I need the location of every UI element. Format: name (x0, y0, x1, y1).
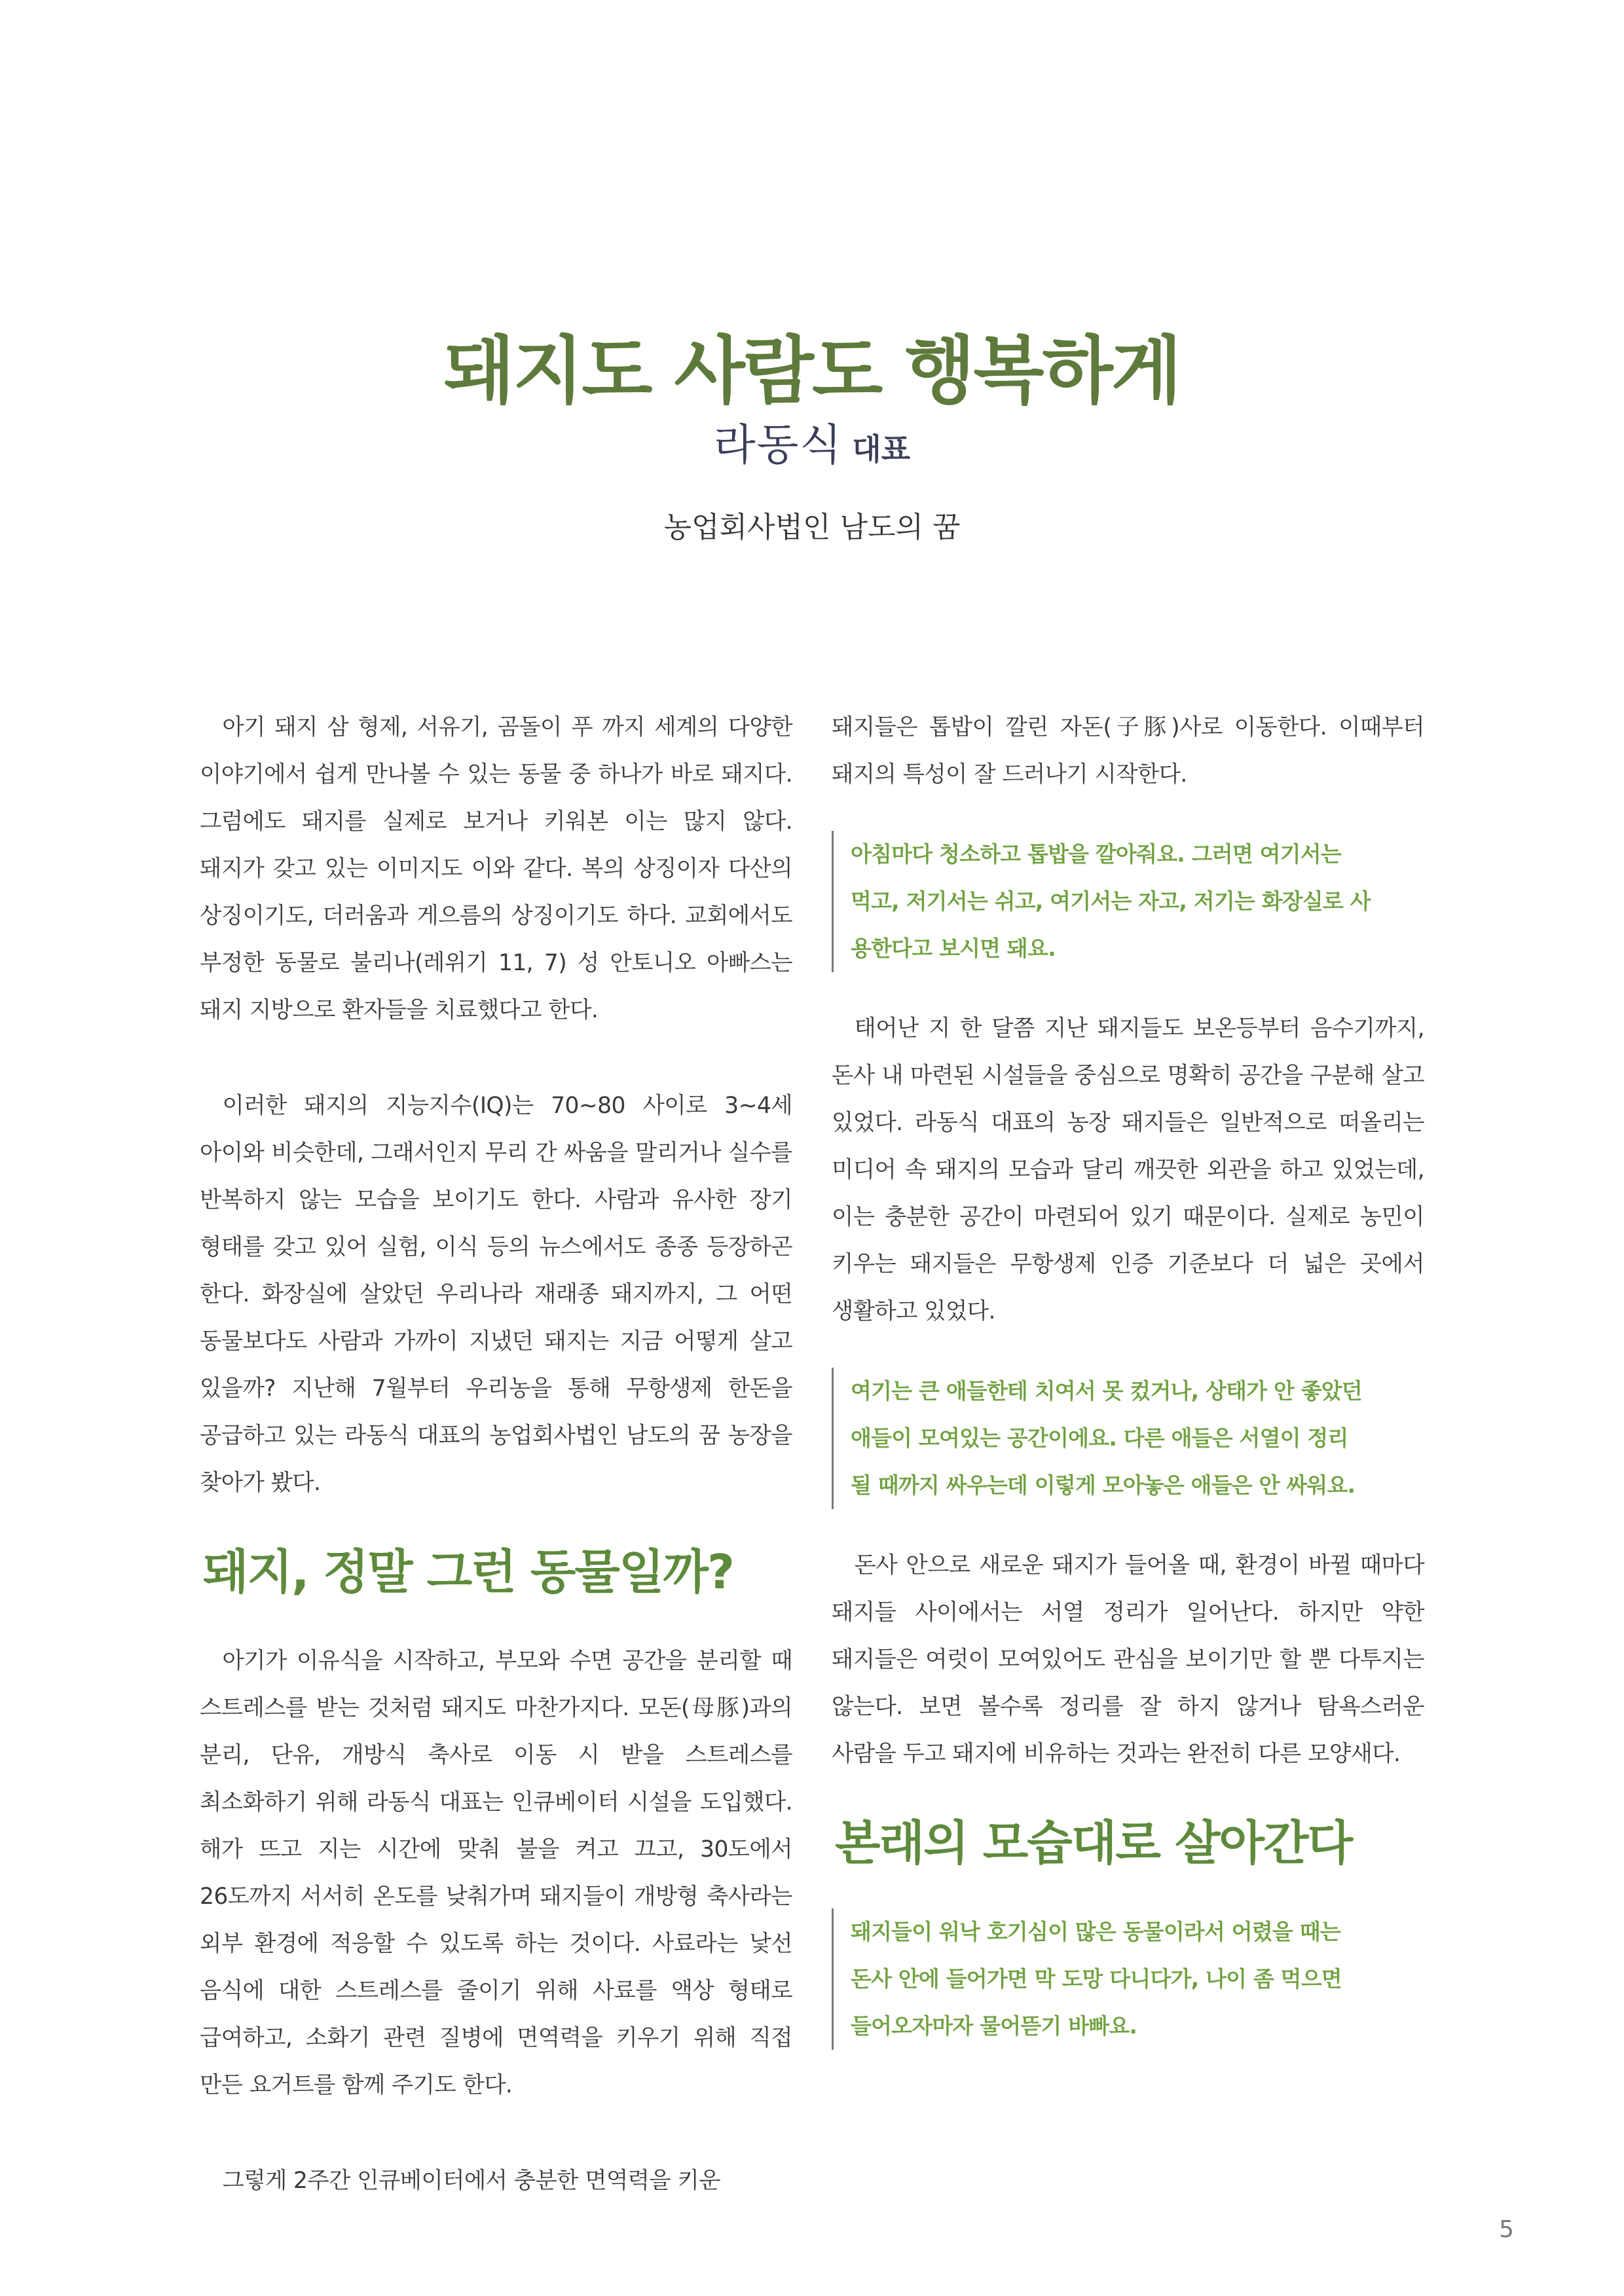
quote-line: 먹고, 저기서는 쉬고, 여기서는 자고, 저기는 화장실로 사 (851, 888, 1371, 914)
right-column (832, 704, 1424, 2050)
quote-line: 여기는 큰 애들한테 치여서 못 컸거나, 상태가 안 좋았던 (851, 1378, 1362, 1404)
pull-quote (832, 1908, 1424, 2050)
author-role: 대표 (852, 431, 911, 467)
pull-quote (832, 831, 1424, 972)
organization-name: 농업회사법인 남도의 꿈 (663, 511, 961, 544)
author-name: 라동식 (713, 420, 843, 470)
body-paragraph: 아기가 이유식을 시작하고, 부모와 수면 공간을 분리할 때 스트레스를 받는 것처럼 돼지도 마찬가지다. 모돈(母豚)과의 분리, 단유, 개방식 축사로 이동 시 받을 스트레스를 최소화하기 위해 라동식 대표는 인큐베이터 시설을 도입했다. 해가 뜨고 지는 시간에 맞춰 불을 켜고 끄고, 30도에서 26도까지 서서히 온도를 낮춰가며 돼지들이 개방형 축사라는 외부 환경에 적응할 수 있도록 하는 것이다. 사료라는 낯선 음식에 대한 스트레스를 줄이기 위해 사료를 액상 형태로 급여하고, 소화기 관련 질병에 면역력을 키우기 위해 직접 만든 요거트를 함께 주기도 한다. (200, 1648, 792, 2098)
pull-quote (832, 1368, 1424, 1509)
body-paragraph: 태어난 지 한 달쯤 지난 돼지들도 보온등부터 음수기까지, 돈사 내 마련된 시설들을 중심으로 명확히 공간을 구분해 살고 있었다. 라동식 대표의 농장 돼지들은 일반적으로 떠올리는 미디어 속 돼지의 모습과 달리 깨끗한 외관을 하고 있었는데, 이는 충분한 공간이 마련되어 있기 때문이다. 실제로 농민이 키우는 돼지들은 무항생제 인증 기준보다 더 넓은 곳에서 생활하고 있었다. (832, 1015, 1424, 1324)
left-column (200, 704, 792, 2204)
body-paragraph: 이러한 돼지의 지능지수(IQ)는 70~80 사이로 3~4세 아이와 비슷한데, 그래서인지 무리 간 싸움을 말리거나 실수를 반복하지 않는 모습을 보이기도 한다. 사람과 유사한 장기 형태를 갖고 있어 실험, 이식 등의 뉴스에서도 종종 등장하곤 한다. 화장실에 살았던 우리나라 재래종 돼지까지, 그 어떤 동물보다도 사람과 가까이 지냈던 돼지는 지금 어떻게 살고 있을까? 지난해 7월부터 우리농을 통해 무항생제 한돈을 공급하고 있는 라동식 대표의 농업회사법인 남도의 꿈 농장을 찾아가 봤다. (200, 1093, 792, 1496)
byline (0, 419, 1624, 471)
article-title: 돼지도 사람도 행복하게 (444, 329, 1180, 414)
quote-line: 될 때까지 싸우는데 이렇게 모아놓은 애들은 안 싸워요. (851, 1472, 1356, 1498)
section-heading: 본래의 모습대로 살아간다 (835, 1815, 1352, 1870)
body-paragraph: 아기 돼지 삼 형제, 서유기, 곰돌이 푸 까지 세계의 다양한 이야기에서 쉽게 만나볼 수 있는 동물 중 하나가 바로 돼지다. 그럼에도 돼지를 실제로 보거나 키워본 이는 많지 않다. 돼지가 갖고 있는 이미지도 이와 같다. 복의 상징이자 다산의 상징이기도, 더러움과 게으름의 상징이기도 하다. 교회에서도 부정한 동물로 불리나(레위기 11, 7) 성 안토니오 아빠스는 돼지 지방으로 환자들을 치료했다고 한다. (200, 714, 792, 1023)
body-paragraph: 돼지들은 톱밥이 깔린 자돈(子豚)사로 이동한다. 이때부터 돼지의 특성이 잘 드러나기 시작한다. (832, 714, 1424, 788)
quote-line: 애들이 모여있는 공간이에요. 다른 애들은 서열이 정리 (851, 1425, 1348, 1451)
quote-line: 돼지들이 워낙 호기심이 많은 동물이라서 어렸을 때는 (851, 1919, 1340, 1944)
quote-line: 용한다고 보시면 돼요. (851, 936, 1056, 961)
page-number: 5 (1499, 2216, 1514, 2243)
quote-line: 돈사 안에 들어가면 막 도망 다니다가, 나이 좀 먹으면 (851, 1966, 1342, 1992)
quote-line: 아침마다 청소하고 톱밥을 깔아줘요. 그러면 여기서는 (851, 841, 1341, 867)
body-paragraph: 돈사 안으로 새로운 돼지가 들어올 때, 환경이 바뀔 때마다 돼지들 사이에서는 서열 정리가 일어난다. 하지만 약한 돼지들은 여럿이 모여있어도 관심을 보이기만 할 뿐 다투지는 않는다. 보면 볼수록 정리를 잘 하지 않거나 탐욕스러운 사람을 두고 돼지에 비유하는 것과는 완전히 다른 모양새다. (832, 1552, 1424, 1767)
body-paragraph: 그렇게 2주간 인큐베이터에서 충분한 면역력을 키운 (222, 2168, 720, 2194)
quote-line: 들어오자마자 물어뜯기 바빠요. (851, 2013, 1137, 2039)
section-heading: 돼지, 정말 그런 동물일까? (203, 1544, 733, 1599)
